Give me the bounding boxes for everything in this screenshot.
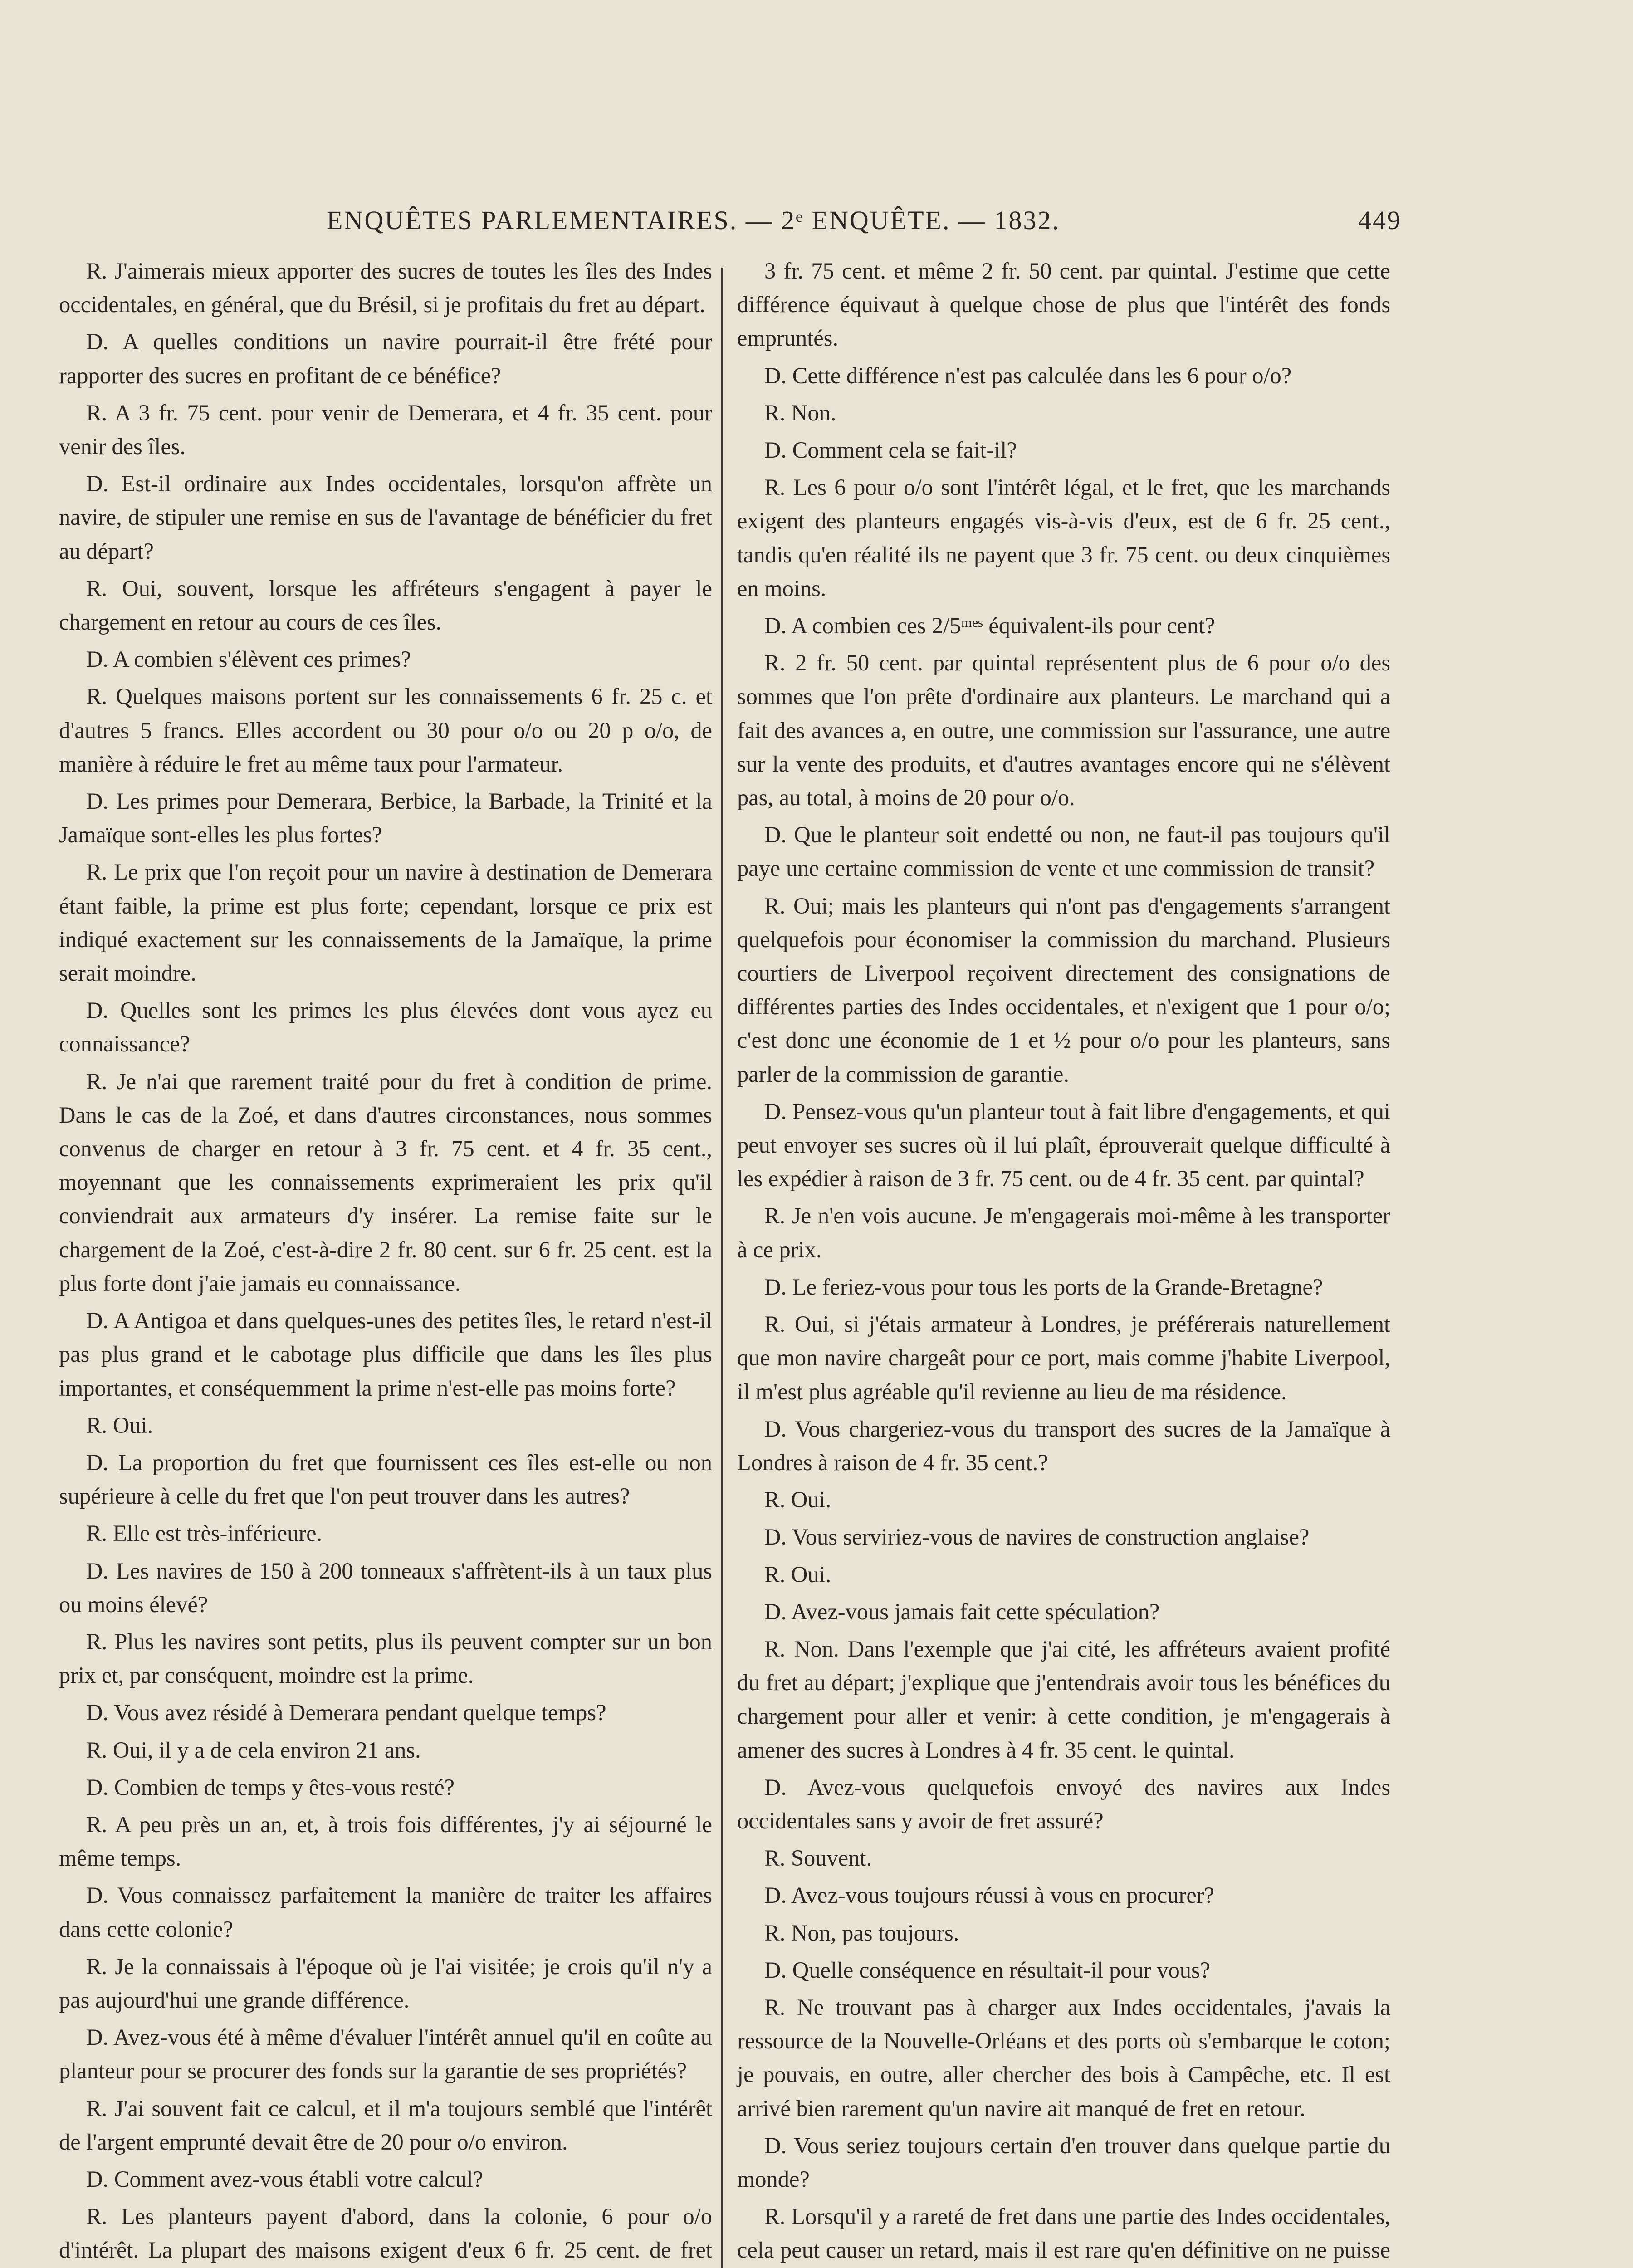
- paragraph: D. Cette différence n'est pas calculée dans les 6 pour o/o?: [764, 362, 1292, 388]
- paragraph: R. Oui, il y a de cela environ 21 ans.: [86, 1737, 421, 1763]
- paragraph: R. Je n'en vois aucune. Je m'engagerais moi-même à les transporter à ce prix.: [737, 1203, 1390, 1262]
- paragraph: D. La proportion du fret que fournissent ces îles est-elle ou non supérieure à celle du fret que l'on peut trouver dans les autres?: [59, 1449, 712, 1509]
- paragraph: R. A 3 fr. 75 cent. pour venir de Demerara, et 4 fr. 35 cent. pour venir des îles.: [59, 400, 712, 459]
- paragraph: R. Oui.: [86, 1412, 153, 1438]
- paragraph: R. Non. Dans l'exemple que j'ai cité, les affréteurs avaient profité du fret au départ; j'explique que j'entendrais avoir tous les bénéfices du chargement pour aller et venir: à cette condition, je m'engagerais à amener des sucres à Londres à 4 fr. 35 cent. le quintal.: [737, 1636, 1390, 1763]
- paragraph: D. Vous serviriez-vous de navires de construction anglaise?: [764, 1524, 1310, 1550]
- paragraph: R. Oui, souvent, lorsque les affréteurs s'engagent à payer le chargement en retour au cours de ces îles.: [59, 575, 712, 635]
- paragraph: R. Ne trouvant pas à charger aux Indes occidentales, j'avais la ressource de la Nouvelle-Orléans et des ports où s'embarque le coton; je pouvais, en outre, aller chercher des bois à Campêche, etc. Il est arrivé bien rarement qu'un navire ait manqué de fret en retour.: [737, 1994, 1390, 2121]
- paragraph: R. 2 fr. 50 cent. par quintal représentent plus de 6 pour o/o des sommes que l'on prête d'ordinaire aux planteurs. Le marchand qui a fait des avances a, en outre, une commission sur l'assurance, une autre sur la vente des produits, et d'autres avantages encore qui ne s'élèvent pas, au total, à moins de 20 pour o/o.: [737, 650, 1390, 811]
- paragraph: R. Oui.: [764, 1561, 831, 1587]
- paragraph: D. A quelles conditions un navire pourrait-il être frété pour rapporter des sucres en profitant de ce bénéfice?: [59, 329, 712, 388]
- paragraph: R. Non, pas toujours.: [764, 1920, 959, 1945]
- column-divider: [721, 268, 723, 2268]
- paragraph: R. Elle est très-inférieure.: [86, 1520, 323, 1546]
- paragraph: R. Je la connaissais à l'époque où je l'ai visitée; je crois qu'il n'y a pas aujourd'hui une grande différence.: [59, 1953, 712, 2013]
- paragraph: D. Vous avez résidé à Demerara pendant quelque temps?: [86, 1700, 606, 1725]
- page-number: 449: [1358, 205, 1402, 235]
- paragraph: D. Le feriez-vous pour tous les ports de la Grande-Bretagne?: [764, 1274, 1323, 1300]
- running-title: ENQUÊTES PARLEMENTAIRES. — 2ᵉ ENQUÊTE. — 1832.: [327, 205, 1060, 235]
- paragraph: D. Quelle conséquence en résultait-il pour vous?: [764, 1957, 1211, 1983]
- paragraph: 3 fr. 75 cent. et même 2 fr. 50 cent. par quintal. J'estime que cette différence équivaut à quelque chose de plus que l'intérêt des fonds empruntés.: [737, 258, 1390, 351]
- paragraph: R. J'ai souvent fait ce calcul, et il m'a toujours semblé que l'intérêt de l'argent emprunté devait être de 20 pour o/o environ.: [59, 2095, 712, 2155]
- paragraph: R. Souvent.: [764, 1845, 872, 1871]
- paragraph: D. A Antigoa et dans quelques-unes des petites îles, le retard n'est-il pas plus grand et le cabotage plus difficile que dans les îles plus importantes, et conséquemment la prime n'est-elle pas moins forte?: [59, 1308, 712, 1401]
- paragraph: D. Avez-vous quelquefois envoyé des navires aux Indes occidentales sans y avoir de fret assuré?: [737, 1774, 1390, 1833]
- paragraph: R. Les planteurs payent d'abord, dans la colonie, 6 pour o/o d'intérêt. La plupart des maisons exigent d'eux 6 fr. 25 cent. de fret: [59, 2204, 712, 2263]
- paragraph: R. Les 6 pour o/o sont l'intérêt légal, et le fret, que les marchands exigent des planteurs engagés vis-à-vis d'eux, est de 6 fr. 25 cent., tandis qu'en réalité ils ne payent que 3 fr. 75 cent. ou deux cinquièmes en moins.: [737, 474, 1390, 601]
- paragraph: R. Lorsqu'il y a rareté de fret dans une partie des Indes occidentales, cela peut causer un retard, mais il est rare qu'en définitive on ne puisse: [737, 2204, 1390, 2263]
- left-column: [59, 254, 712, 2268]
- right-column: [737, 254, 1390, 2268]
- paragraph: D. Avez-vous été à même d'évaluer l'intérêt annuel qu'il en coûte au planteur pour se procurer des fonds sur la garantie de ses propriétés?: [59, 2024, 712, 2084]
- paragraph: D. Avez-vous toujours réussi à vous en procurer?: [764, 1882, 1214, 1908]
- paragraph: D. Les primes pour Demerara, Berbice, la Barbade, la Trinité et la Jamaïque sont-elles les plus fortes?: [59, 788, 712, 848]
- paragraph: D. Les navires de 150 à 200 tonneaux s'affrètent-ils à un taux plus ou moins élevé?: [59, 1558, 712, 1617]
- paragraph: D. Combien de temps y êtes-vous resté?: [86, 1774, 455, 1800]
- paragraph: R. Je n'ai que rarement traité pour du fret à condition de prime. Dans le cas de la Zoé, et dans d'autres circonstances, nous sommes convenus de charger en retour à 3 fr. 75 cent. et 4 fr. 35 cent., moyennant que les connaissements exprimeraient les prix qu'il conviendrait aux armateurs d'y insérer. La remise faite sur le chargement de la Zoé, c'est-à-dire 2 fr. 80 cent. sur 6 fr. 25 cent. est la plus forte dont j'aie jamais eu connaissance.: [59, 1068, 712, 1296]
- paragraph: D. A combien ces 2/5ᵐᵉˢ équivalent-ils pour cent?: [764, 613, 1215, 639]
- paragraph: D. A combien s'élèvent ces primes?: [86, 646, 411, 672]
- paragraph: R. A peu près un an, et, à trois fois différentes, j'y ai séjourné le même temps.: [59, 1811, 712, 1871]
- paragraph: R. Oui; mais les planteurs qui n'ont pas d'engagements s'arrangent quelquefois pour économiser la commission du marchand. Plusieurs courtiers de Liverpool reçoivent directement des consignations de différentes parties des Indes occidentales, et n'exigent que 1 pour o/o; c'est donc une économie de 1 et ½ pour o/o pour les planteurs, sans parler de la commission de garantie.: [737, 893, 1390, 1087]
- paragraph: D. Quelles sont les primes les plus élevées dont vous ayez eu connaissance?: [59, 997, 712, 1057]
- paragraph: D. Vous chargeriez-vous du transport des sucres de la Jamaïque à Londres à raison de 4 fr. 35 cent.?: [737, 1416, 1390, 1475]
- paragraph: D. Vous connaissez parfaitement la manière de traiter les affaires dans cette colonie?: [59, 1882, 712, 1942]
- paragraph: D. Avez-vous jamais fait cette spéculation?: [764, 1598, 1160, 1624]
- paragraph: R. Le prix que l'on reçoit pour un navire à destination de Demerara étant faible, la prime est plus forte; cependant, lorsque ce prix est indiqué exactement sur les connaissements de la Jamaïque, la prime serait moindre.: [59, 859, 712, 986]
- paragraph: R. Non.: [764, 400, 836, 425]
- paragraph: R. Quelques maisons portent sur les connaissements 6 fr. 25 c. et d'autres 5 francs. Elles accordent ou 30 pour o/o ou 20 p o/o, de manière à réduire le fret au même taux pour l'armateur.: [59, 684, 712, 777]
- paragraph: R. J'aimerais mieux apporter des sucres de toutes les îles des Indes occidentales, en général, que du Brésil, si je profitais du fret au départ.: [59, 258, 712, 318]
- paragraph: R. Oui, si j'étais armateur à Londres, je préférerais naturellement que mon navire chargeât pour ce port, mais comme j'habite Liverpool, il m'est plus agréable qu'il revienne au lieu de ma résidence.: [737, 1311, 1390, 1404]
- page-header: [59, 205, 1402, 237]
- paragraph: R. Oui.: [764, 1487, 831, 1513]
- paragraph: D. Comment cela se fait-il?: [764, 437, 1017, 463]
- paragraph: D. Est-il ordinaire aux Indes occidentales, lorsqu'on affrète un navire, de stipuler une remise en sus de l'avantage de bénéficier du fret au départ?: [59, 471, 712, 564]
- paragraph: D. Comment avez-vous établi votre calcul?: [86, 2166, 484, 2192]
- paragraph: R. Plus les navires sont petits, plus ils peuvent compter sur un bon prix et, par conséquent, moindre est la prime.: [59, 1628, 712, 1688]
- paragraph: D. Vous seriez toujours certain d'en trouver dans quelque partie du monde?: [737, 2132, 1390, 2192]
- paragraph: D. Que le planteur soit endetté ou non, ne faut-il pas toujours qu'il paye une certaine commission de vente et une commission de transit?: [737, 822, 1390, 881]
- paragraph: D. Pensez-vous qu'un planteur tout à fait libre d'engagements, et qui peut envoyer ses sucres où il lui plaît, éprouverait quelque difficulté à les expédier à raison de 3 fr. 75 cent. ou de 4 fr. 35 cent. par quintal?: [737, 1098, 1390, 1192]
